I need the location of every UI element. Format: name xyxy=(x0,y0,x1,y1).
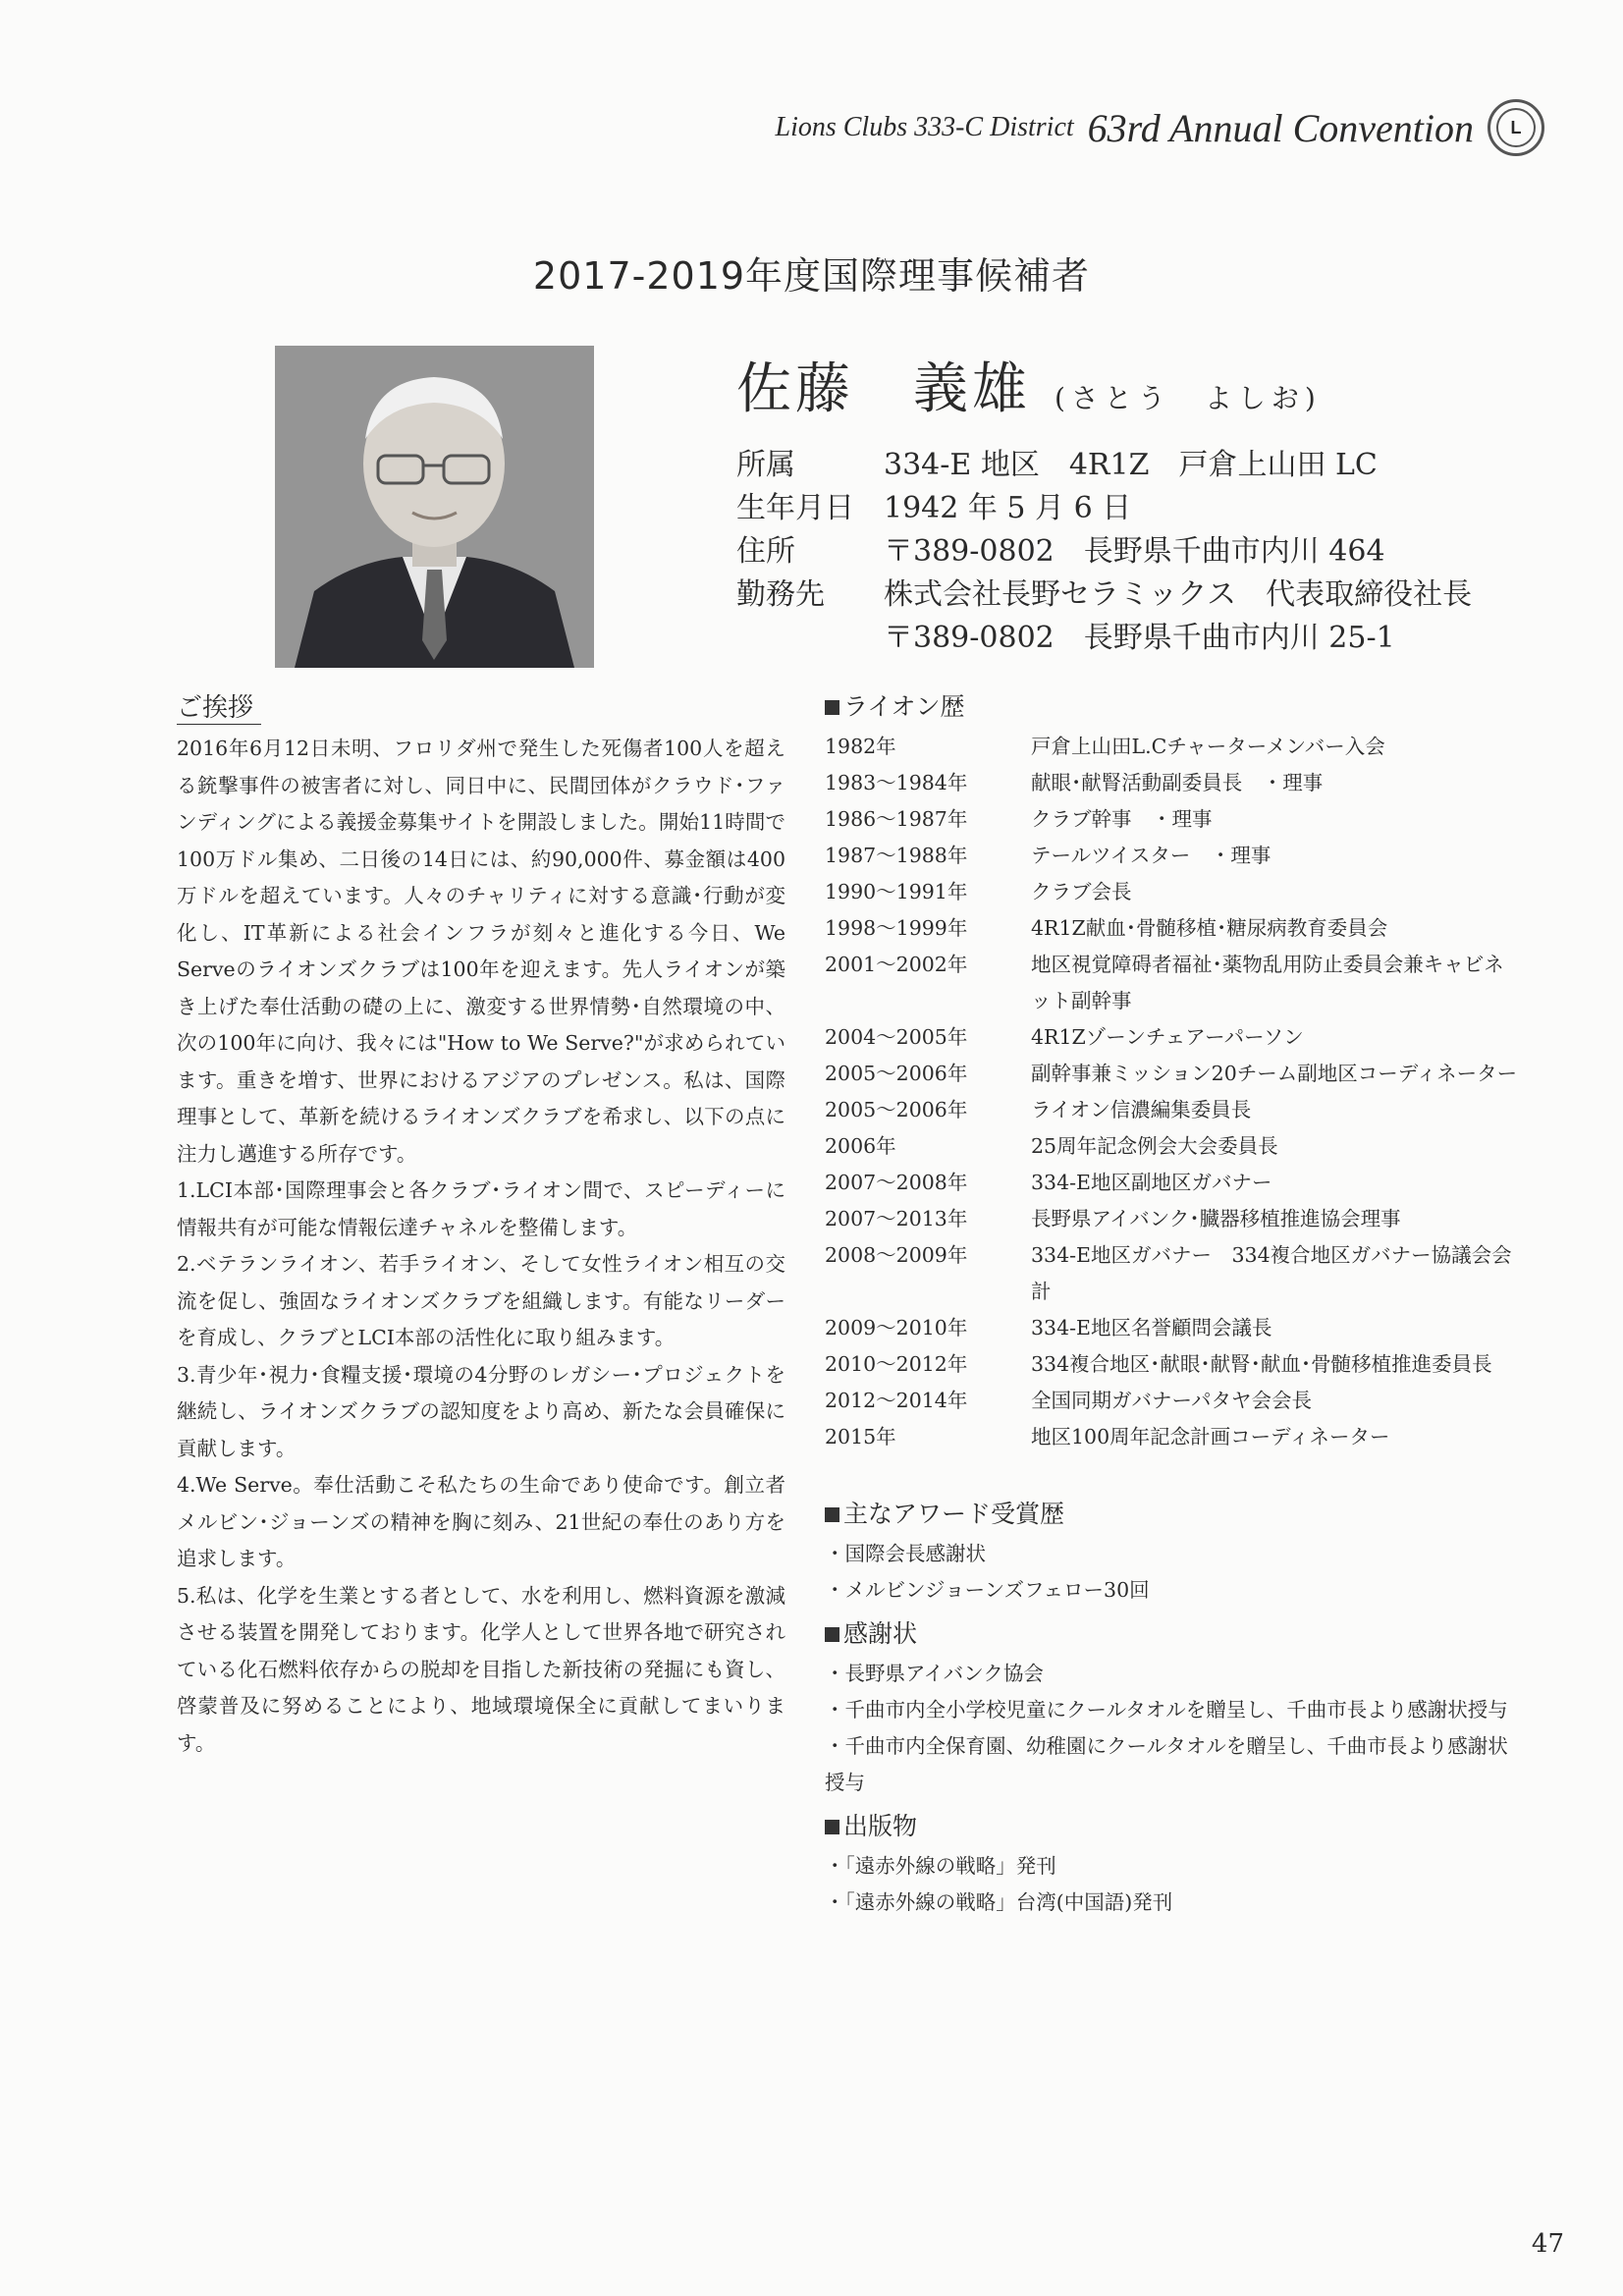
table-row xyxy=(825,729,1522,765)
greeting-paragraph: 2.ベテランライオン、若手ライオン、そして女性ライオン相互の交流を促し、強固なライオンズクラブを組織します。有能なリーダーを育成し、クラブとLCI本部の活性化に取り組みます。 xyxy=(177,1252,785,1349)
portrait-photo xyxy=(275,346,594,668)
portrait-icon xyxy=(275,346,594,668)
candidate-profile xyxy=(736,444,1472,660)
list-item: ・「遠赤外線の戦略」台湾(中国語)発刊 xyxy=(825,1890,1173,1914)
history-desc: テールツイスター ・理事 xyxy=(1031,844,1271,867)
square-bullet-icon xyxy=(825,1507,839,1522)
greeting-paragraph: 2016年6月12日未明、フロリダ州で発生した死傷者100人を超える銃撃事件の被害者に対し、同日中に、民間団体がクラウド･ファンディングによる義援金募集サイトを開設しました。開始11時間で100万ドル集め、二日後の14日には、約90,000件、募金額は400万ドルを超えています。人々のチャリティに対する意識･行動が変化し、IT革新による社会インフラが刻々と進化する今日、We Serveのライオンズクラブは100年を迎えます。先人ライオンが築き上げた奉仕活動の礎の上に、激変する世界情勢･自然環境の中、次の100年に向け、我々には"How to We Serve?"が求められています。重きを増す、世界におけるアジアのプレゼンス。私は、国際理事として、革新を続けるライオンズクラブを希求し、以下の点に注力し邁進する所存です。 xyxy=(177,737,786,1166)
history-year: 2006年 xyxy=(825,1134,896,1158)
history-year: 2005～2006年 xyxy=(825,1098,968,1121)
square-bullet-icon xyxy=(825,700,839,715)
profile-label: 勤務先 xyxy=(736,577,825,612)
table-row xyxy=(825,1310,1522,1346)
list-item: ・メルビンジョーンズフェロー30回 xyxy=(825,1578,1150,1602)
table-row xyxy=(825,1019,1522,1056)
right-column xyxy=(825,687,1522,1927)
profile-value: 〒389-0802 長野県千曲市内川 464 xyxy=(884,534,1385,569)
table-row xyxy=(825,910,1522,947)
profile-row xyxy=(736,530,1472,574)
candidate-name-kanji: 佐藤 義雄 xyxy=(736,357,1031,421)
list-item: ・千曲市内全保育園、幼稚園にクールタオルを贈呈し、千曲市長より感謝状授与 xyxy=(825,1734,1508,1794)
list-item: ・国際会長感謝状 xyxy=(825,1542,986,1565)
profile-value: 1942 年 5 月 6 日 xyxy=(884,491,1132,525)
table-row xyxy=(825,838,1522,874)
table-row xyxy=(825,1128,1522,1165)
candidate-name-kana: (さとう よしお) xyxy=(1055,382,1322,414)
history-year: 2001～2002年 xyxy=(825,953,968,976)
history-year: 2008～2009年 xyxy=(825,1243,968,1267)
table-row xyxy=(825,1056,1522,1092)
profile-label: 所属 xyxy=(736,448,795,482)
profile-label: 生年月日 xyxy=(736,491,854,525)
history-desc: 334複合地区･献眼･献腎･献血･骨髄移植推進委員長 xyxy=(1031,1352,1492,1376)
greeting-paragraph: 5.私は、化学を生業とする者として、水を利用し、燃料資源を激減させる装置を開発しております。化学人として世界各地で研究されている化石燃料依存からの脱却を目指した新技術の発掘にも資し、啓蒙普及に努めることにより、地域環境保全に貢献してまいります。 xyxy=(177,1583,785,1755)
profile-value: 株式会社長野セラミックス 代表取締役社長 xyxy=(884,577,1473,612)
table-row xyxy=(825,1346,1522,1383)
history-year: 1998～1999年 xyxy=(825,916,968,940)
history-desc: 地区視覚障碍者福祉･薬物乱用防止委員会兼キャビネット副幹事 xyxy=(1031,953,1504,1012)
table-row xyxy=(825,801,1522,838)
history-year: 2012～2014年 xyxy=(825,1389,968,1412)
table-row xyxy=(825,1201,1522,1237)
history-desc: クラブ会長 xyxy=(1031,880,1132,903)
history-desc: 戸倉上山田L.Cチャーターメンバー入会 xyxy=(1031,735,1385,758)
history-year: 1983～1984年 xyxy=(825,771,968,794)
table-row xyxy=(825,947,1522,1019)
work-address: 〒389-0802 長野県千曲市内川 25-1 xyxy=(884,621,1395,655)
header-org: Lions Clubs 333-C District xyxy=(775,112,1074,142)
lion-history-table xyxy=(825,729,1522,1455)
list-item: ・千曲市内全小学校児童にクールタオルを贈呈し、千曲市長より感謝状授与 xyxy=(825,1698,1508,1722)
history-year: 2015年 xyxy=(825,1425,896,1449)
square-bullet-icon xyxy=(825,1627,839,1642)
history-year: 2007～2008年 xyxy=(825,1171,968,1194)
profile-row xyxy=(736,574,1472,617)
table-row xyxy=(825,1165,1522,1201)
table-row xyxy=(825,1419,1522,1455)
thanks-list xyxy=(825,1656,1522,1801)
greeting-paragraph: 3.青少年･視力･食糧支援･環境の4分野のレガシー･プロジェクトを継続し、ライオンズクラブの認知度をより高め、新たな会員確保に貢献します。 xyxy=(177,1362,785,1460)
history-year: 1990～1991年 xyxy=(825,880,968,903)
greeting-paragraph: 1.LCI本部･国際理事会と各クラブ･ライオン間で、スピーディーに情報共有が可能な情報伝達チャネルを整備します。 xyxy=(177,1178,785,1239)
history-year: 2007～2013年 xyxy=(825,1207,968,1230)
lion-history-title: ライオン歴 xyxy=(825,687,1522,723)
history-desc: 334-E地区ガバナー 334複合地区ガバナー協議会会計 xyxy=(1031,1243,1512,1303)
list-item: ・長野県アイバンク協会 xyxy=(825,1662,1044,1685)
history-desc: クラブ幹事 ・理事 xyxy=(1031,807,1213,831)
history-year: 1987～1988年 xyxy=(825,844,968,867)
profile-label: 住所 xyxy=(736,534,795,569)
awards-list xyxy=(825,1536,1522,1609)
history-desc: 4R1Zゾーンチェアーパーソン xyxy=(1031,1025,1304,1049)
history-desc: 334-E地区副地区ガバナー xyxy=(1031,1171,1272,1194)
history-year: 2004～2005年 xyxy=(825,1025,968,1049)
history-desc: 地区100周年記念計画コーディネーター xyxy=(1031,1425,1390,1449)
table-row xyxy=(825,1383,1522,1419)
profile-row xyxy=(736,444,1472,487)
history-desc: 25周年記念例会大会委員長 xyxy=(1031,1134,1278,1158)
page-title: 2017-2019年度国際理事候補者 xyxy=(532,254,1091,298)
greeting-section xyxy=(177,687,785,1762)
lions-logo-icon xyxy=(1488,99,1544,156)
publications-title: 出版物 xyxy=(825,1807,1522,1842)
history-desc: 全国同期ガバナーパタヤ会会長 xyxy=(1031,1389,1312,1412)
thanks-title: 感謝状 xyxy=(825,1614,1522,1650)
awards-title: 主なアワード受賞歴 xyxy=(825,1495,1522,1530)
candidate-info xyxy=(736,346,1472,660)
candidate-name xyxy=(736,346,1472,424)
history-desc: ライオン信濃編集委員長 xyxy=(1031,1098,1252,1121)
list-item: ・「遠赤外線の戦略」発刊 xyxy=(825,1854,1056,1878)
table-row xyxy=(825,765,1522,801)
awards-section xyxy=(825,1495,1522,1921)
history-desc: 4R1Z献血･骨髄移植･糖尿病教育委員会 xyxy=(1031,916,1388,940)
history-year: 1986～1987年 xyxy=(825,807,968,831)
history-year: 1982年 xyxy=(825,735,896,758)
table-row xyxy=(825,1237,1522,1310)
history-desc: 334-E地区名誉顧問会議長 xyxy=(1031,1316,1272,1339)
history-year: 2005～2006年 xyxy=(825,1062,968,1085)
profile-row xyxy=(736,487,1472,530)
square-bullet-icon xyxy=(825,1820,839,1834)
page-header xyxy=(776,98,1545,157)
history-desc: 献眼･献腎活動副委員長 ・理事 xyxy=(1031,771,1324,794)
table-row xyxy=(825,1092,1522,1128)
page-number: 47 xyxy=(1531,2229,1564,2259)
greeting-title: ご挨拶 xyxy=(177,687,261,725)
history-year: 2009～2010年 xyxy=(825,1316,968,1339)
lions-logo-letter: L xyxy=(1496,108,1536,147)
history-desc: 副幹事兼ミッション20チーム副地区コーディネーター xyxy=(1031,1062,1518,1085)
header-convention: 63rd Annual Convention xyxy=(1087,105,1474,150)
greeting-paragraph: 4.We Serve。奉仕活動こそ私たちの生命であり使命です。創立者メルビン･ジョーンズの精神を胸に刻み、21世紀の奉仕のあり方を追求します。 xyxy=(177,1473,785,1570)
profile-value: 334-E 地区 4R1Z 戸倉上山田 LC xyxy=(884,448,1378,482)
publications-list xyxy=(825,1848,1522,1921)
history-desc: 長野県アイバンク･臓器移植推進協会理事 xyxy=(1031,1207,1401,1230)
table-row xyxy=(825,874,1522,910)
history-year: 2010～2012年 xyxy=(825,1352,968,1376)
